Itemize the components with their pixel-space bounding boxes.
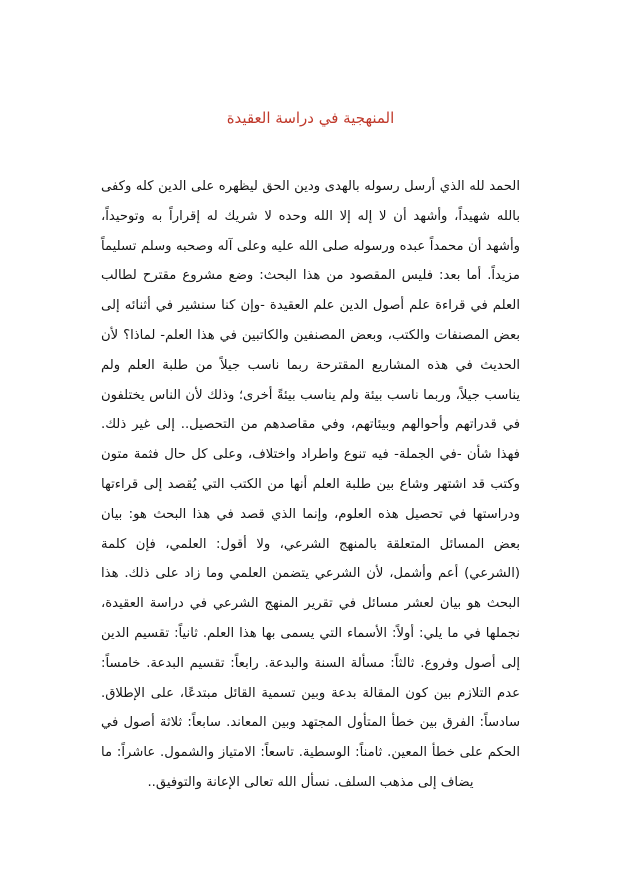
- document-body: [101, 172, 520, 798]
- body-paragraph: الحمد لله الذي أرسل رسوله بالهدى ودين الحق ليظهره على الدين كله وكفى بالله شهيداً، وأشهد أن لا إله إلا الله وحده لا شريك له إقراراً به وتوحيداً، وأشهد أن محمداً عبده ورسوله صلى الله عليه وعلى آله وصحبه وسلم تسليماً مزيداً. أما بعد: فليس المقصود من هذا البحث: وضع مشروع مقترح لطالب العلم في قراءة علم أصول الدين علم العقيدة -وإن كنا سنشير في أثنائه إلى بعض المصنفات والكتب، وبعض المصنفين والكاتبين في هذا العلم- لماذا؟ لأن الحديث في هذه المشاريع المقترحة ربما ناسب جيلاً من طلبة العلم ولم يناسب جيلاً، وربما ناسب بيئة ولم يناسب بيئةً أخرى؛ وذلك لأن الناس يختلفون في قدراتهم وأحوالهم وبيئاتهم، وفي مقاصدهم من التحصيل.. إلى غير ذلك. فهذا شأن -في الجملة- فيه تنوع واطراد واختلاف، وعلى كل حال فثمة متون وكتب قد اشتهر وشاع بين طلبة العلم أنها من الكتب التي يُقصد إلى قراءتها ودراستها في تحصيل هذه العلوم، وإنما الذي قصد في هذا البحث هو: بيان بعض المسائل المتعلقة بالمنهج الشرعي، ولا أقول: العلمي، فإن كلمة (الشرعي) أعم وأشمل، لأن الشرعي يتضمن العلمي وما زاد على ذلك. هذا البحث هو بيان لعشر مسائل في تقرير المنهج الشرعي في دراسة العقيدة، نجملها في ما يلي: أولاً: الأسماء التي يسمى بها هذا العلم. ثانياً: تقسيم الدين إلى أصول وفروع. ثالثاً: مسألة السنة والبدعة. رابعاً: تقسيم البدعة. خامساً: عدم التلازم بين كون المقالة بدعة وبين تسمية القائل مبتدعًا، على الإطلاق. سادساً: الفرق بين خطأ المتأول المجتهد وبين المعاند. سابعاً: ثلاثة أصول في الحكم على خطأ المعين. ثامناً: الوسطية. تاسعاً: الامتياز والشمول. عاشراً: ما يضاف إلى مذهب السلف. نسأل الله تعالى الإعانة والتوفيق..: [101, 179, 520, 790]
- page-title: المنهجية في دراسة العقيدة: [226, 109, 395, 128]
